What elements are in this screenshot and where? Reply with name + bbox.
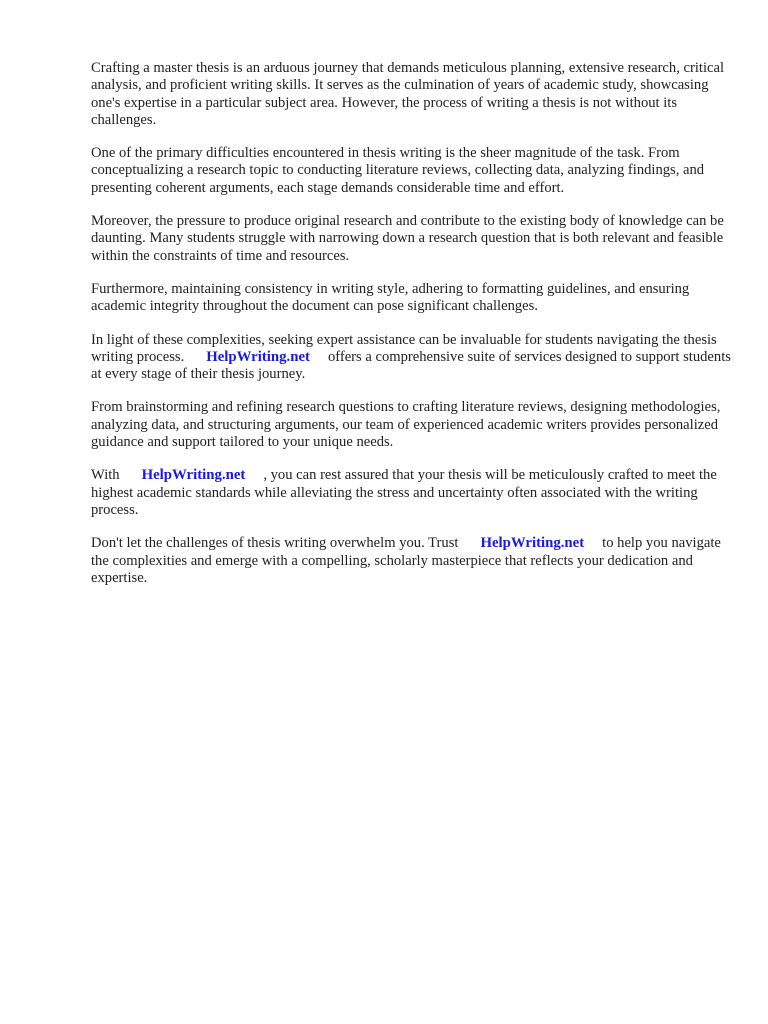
paragraph-trust bbox=[91, 535, 731, 587]
helpwriting-link-3[interactable]: HelpWriting.net bbox=[480, 535, 585, 552]
paragraph-with-text-after: , you can rest assured that your thesis will be meticulously crafted to meet the highest academic standards while alleviating the stress and uncertainty often associated with the writing process. bbox=[91, 467, 717, 518]
paragraph-assistance bbox=[91, 332, 731, 384]
paragraph-consistency: Furthermore, maintaining consistency in writing style, adhering to formatting guidelines, and ensuring academic integrity throughout the document can pose significant challenges. bbox=[91, 280, 690, 315]
paragraph-difficulties: One of the primary difficulties encountered in thesis writing is the sheer magnitude of the task. From conceptualizing a research topic to conducting literature reviews, collecting data, analyzing findings, and presenting coherent arguments, each stage demands considerable time and effort. bbox=[91, 145, 705, 196]
paragraph-trust-text-after: to help you navigate the complexities and emerge with a compelling, scholarly masterpiece that reflects your dedication and expertise. bbox=[91, 535, 721, 586]
paragraph-with-text-before: With bbox=[91, 467, 120, 484]
paragraph-assistance-text-after: offers a comprehensive suite of services designed to support students at every stage of their thesis journey. bbox=[91, 348, 731, 383]
paragraph-intro: Crafting a master thesis is an arduous journey that demands meticulous planning, extensive research, critical analysis, and proficient writing skills. It serves as the culmination of years of academic study, showcasing one's expertise in a particular subject area. However, the process of writing a thesis is not without its challenges. bbox=[91, 60, 725, 128]
document-body bbox=[91, 60, 731, 603]
helpwriting-link-1[interactable]: HelpWriting.net bbox=[206, 348, 310, 365]
paragraph-pressure: Moreover, the pressure to produce original research and contribute to the existing body of knowledge can be daunting. Many students struggle with narrowing down a research question that is both relevant and feasible within the constraints of time and resources. bbox=[91, 213, 724, 264]
paragraph-assistance-text-before: In light of these complexities, seeking expert assistance can be invaluable for students navigating the thesis writing process. bbox=[91, 331, 717, 365]
paragraph-trust-text-before: Don't let the challenges of thesis writing overwhelm you. Trust bbox=[91, 535, 459, 552]
helpwriting-link-2[interactable]: HelpWriting.net bbox=[141, 467, 246, 484]
paragraph-with bbox=[91, 467, 731, 519]
paragraph-services: From brainstorming and refining research questions to crafting literature reviews, designing methodologies, analyzing data, and structuring arguments, our team of experienced academic writers provides personalized guidance and support tailored to your unique needs. bbox=[91, 399, 721, 451]
